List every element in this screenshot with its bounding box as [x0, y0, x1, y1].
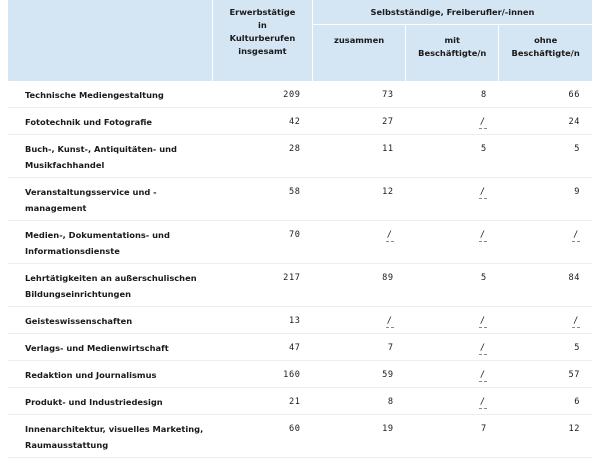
suppressed-mark: /	[386, 230, 393, 240]
cell-mit	[406, 108, 499, 135]
row-label: Veranstaltungsservice und -management	[8, 178, 212, 221]
header-sub-line: zusammen	[334, 35, 385, 45]
cell-total: 60	[212, 415, 312, 458]
suppressed-underline	[479, 128, 487, 129]
cell-zusammen: 8	[313, 388, 406, 415]
cell-zusammen: 59	[313, 361, 406, 388]
row-label: Fototechnik und Fotografie	[8, 108, 212, 135]
cell-ohne: 9	[499, 178, 592, 221]
header-mit	[406, 25, 499, 82]
header-total-line: insgesamt	[238, 46, 287, 56]
cell-total: 42	[212, 108, 312, 135]
cell-ohne	[499, 307, 592, 334]
table-header	[8, 0, 592, 81]
table-row	[8, 307, 592, 334]
suppressed-mark: /	[386, 316, 393, 326]
cell-total: 58	[212, 178, 312, 221]
cell-mit	[406, 178, 499, 221]
suppressed-value	[572, 315, 580, 328]
header-total-line: Erwerbstätige	[229, 7, 296, 17]
suppressed-mark: /	[479, 343, 486, 353]
cell-zusammen: 12	[313, 178, 406, 221]
cell-zusammen: 89	[313, 264, 406, 307]
header-sub-line: ohne	[534, 35, 558, 45]
cell-mit: 8	[406, 81, 499, 108]
cell-total: 21	[212, 388, 312, 415]
cell-mit: 5	[406, 135, 499, 178]
suppressed-underline	[479, 381, 487, 382]
suppressed-value	[479, 396, 487, 409]
suppressed-underline	[479, 198, 487, 199]
table-row	[8, 264, 592, 307]
row-label: Produkt- und Industriedesign	[8, 388, 212, 415]
header-label-column	[8, 0, 212, 81]
suppressed-mark: /	[479, 370, 486, 380]
cell-zusammen	[313, 221, 406, 264]
row-label: Innenarchitektur, visuelles Marketing, Raumausstattung	[8, 415, 212, 458]
header-total-line: Kulturberufen	[229, 33, 296, 43]
suppressed-underline	[479, 354, 487, 355]
suppressed-mark: /	[479, 230, 486, 240]
suppressed-value	[479, 315, 487, 328]
suppressed-value	[386, 229, 394, 242]
header-sub-line: Beschäftigte/n	[511, 48, 580, 58]
cell-mit	[406, 361, 499, 388]
table-row	[8, 361, 592, 388]
row-label: Technische Mediengestaltung	[8, 81, 212, 108]
header-sub-line: Beschäftigte/n	[418, 48, 487, 58]
suppressed-underline	[479, 241, 487, 242]
suppressed-value	[572, 229, 580, 242]
row-label: Medien-, Dokumentations- und Informationsdienste	[8, 221, 212, 264]
table-body	[8, 81, 592, 458]
table-row	[8, 178, 592, 221]
table-row	[8, 108, 592, 135]
row-label: Lehrtätigkeiten an außerschulischen Bildungseinrichtungen	[8, 264, 212, 307]
cell-zusammen: 27	[313, 108, 406, 135]
suppressed-mark: /	[573, 230, 579, 240]
suppressed-value	[479, 229, 487, 242]
table-row	[8, 81, 592, 108]
row-label: Buch-, Kunst-, Antiquitäten- und Musikfachhandel	[8, 135, 212, 178]
cell-total: 70	[212, 221, 312, 264]
suppressed-value	[479, 369, 487, 382]
cell-total: 160	[212, 361, 312, 388]
cell-total: 209	[212, 81, 312, 108]
cell-ohne: 57	[499, 361, 592, 388]
suppressed-underline	[386, 241, 394, 242]
cell-mit	[406, 334, 499, 361]
cell-total: 13	[212, 307, 312, 334]
row-label: Verlags- und Medienwirtschaft	[8, 334, 212, 361]
cell-total: 28	[212, 135, 312, 178]
cell-ohne: 24	[499, 108, 592, 135]
table-row	[8, 135, 592, 178]
table-row	[8, 415, 592, 458]
header-ohne	[499, 25, 592, 82]
suppressed-value	[479, 116, 487, 129]
cell-zusammen: 19	[313, 415, 406, 458]
suppressed-underline	[479, 408, 487, 409]
cell-total: 47	[212, 334, 312, 361]
suppressed-underline	[386, 327, 394, 328]
cell-ohne: 5	[499, 135, 592, 178]
suppressed-mark: /	[479, 187, 486, 197]
suppressed-mark: /	[479, 316, 486, 326]
header-zusammen	[313, 25, 406, 82]
cell-ohne: 84	[499, 264, 592, 307]
cell-ohne: 12	[499, 415, 592, 458]
cell-mit: 7	[406, 415, 499, 458]
cell-mit	[406, 221, 499, 264]
cell-mit	[406, 388, 499, 415]
data-table	[8, 0, 592, 458]
header-total-line: in	[258, 20, 267, 30]
suppressed-value	[479, 186, 487, 199]
suppressed-mark: /	[479, 397, 486, 407]
cell-zusammen: 73	[313, 81, 406, 108]
suppressed-mark: /	[573, 316, 579, 326]
cell-zusammen: 11	[313, 135, 406, 178]
row-label: Geisteswissenschaften	[8, 307, 212, 334]
header-sub-line: mit	[444, 35, 460, 45]
cell-ohne	[499, 221, 592, 264]
header-total	[212, 0, 312, 81]
table-row	[8, 221, 592, 264]
cell-total: 217	[212, 264, 312, 307]
table-row	[8, 334, 592, 361]
suppressed-underline	[479, 327, 487, 328]
suppressed-value	[479, 342, 487, 355]
cell-ohne: 6	[499, 388, 592, 415]
table-row	[8, 388, 592, 415]
suppressed-underline	[572, 241, 580, 242]
row-label: Redaktion und Journalismus	[8, 361, 212, 388]
cell-mit: 5	[406, 264, 499, 307]
cell-zusammen	[313, 307, 406, 334]
suppressed-mark: /	[479, 117, 486, 127]
cell-ohne: 66	[499, 81, 592, 108]
suppressed-value	[386, 315, 394, 328]
cell-zusammen: 7	[313, 334, 406, 361]
cell-ohne: 5	[499, 334, 592, 361]
suppressed-underline	[572, 327, 580, 328]
cell-mit	[406, 307, 499, 334]
header-group: Selbstständige, Freiberufler/-innen	[313, 0, 593, 25]
